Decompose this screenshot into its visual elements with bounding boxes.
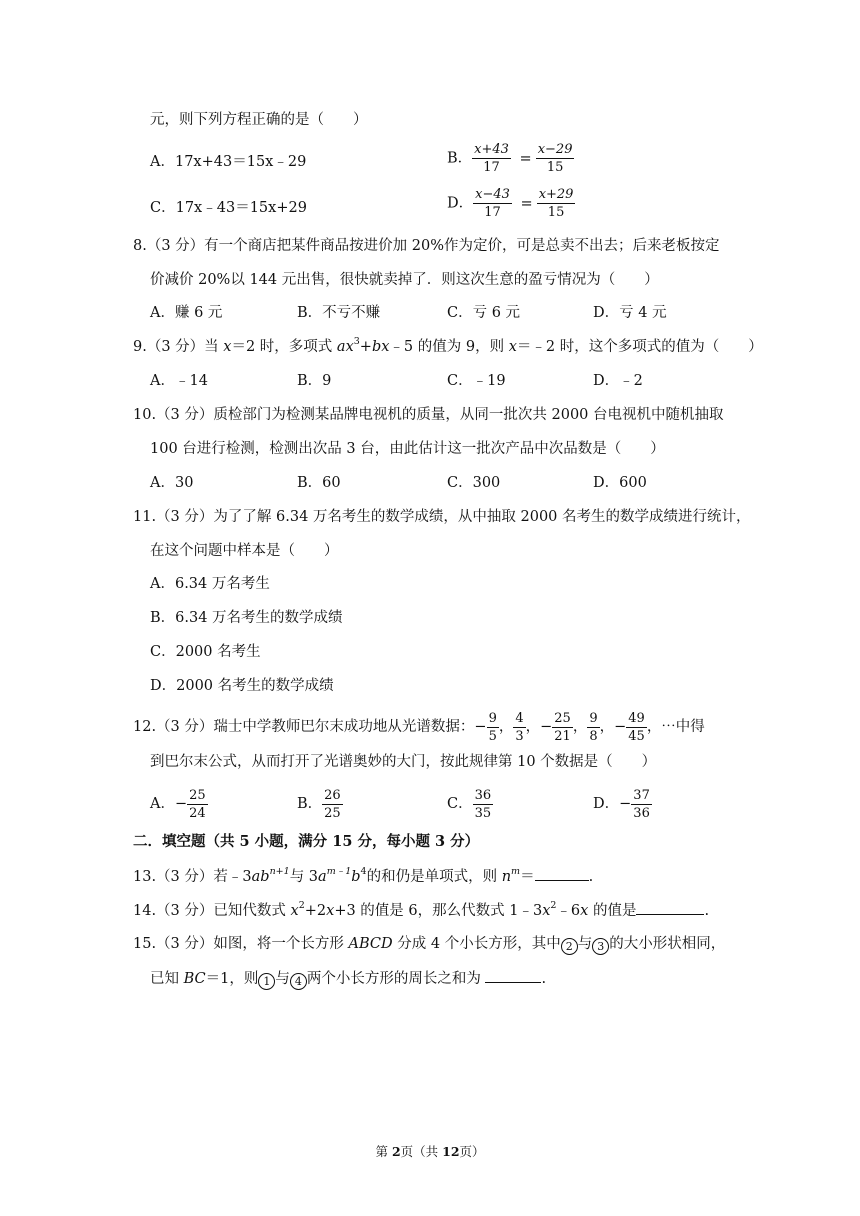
q12-option-a: A．− $\frac{25}{24}$	[150, 787, 206, 821]
q9-option-b: B．9	[297, 373, 332, 389]
answer-blank[interactable]	[485, 968, 541, 983]
q12-option-d: D．− $\frac{37}{36}$	[593, 787, 650, 821]
q10-option-c: C．300	[447, 475, 501, 491]
q8-option-b: B．不亏不赚	[297, 305, 381, 321]
q11-line2: 在这个问题中样本是（ ）	[150, 543, 339, 559]
q12-line1: 12.（3 分）瑞士中学教师巴尔末成功地从光谱数据：− $\frac{9}{5}$ ， $\frac{4}{3}$ ，− $\frac{25}{21}$ ， $\frac{9}{8}$ ，− $\frac{49}{45}$ ，⋯中得	[133, 710, 705, 744]
q12-line2: 到巴尔末公式，从而打开了光谱奥妙的大门，按此规律第 10 个数据是（ ）	[150, 754, 657, 770]
answer-blank[interactable]	[535, 866, 589, 881]
q8-option-c: C．亏 6 元	[447, 305, 521, 321]
circled-number: 2	[561, 938, 578, 955]
q8-line2: 价减价 20%以 144 元出售，很快就卖掉了．则这次生意的盈亏情况为（ ）	[150, 272, 659, 288]
q7-option-c: C．17x﹣43＝15x+29	[150, 200, 307, 216]
q8-option-d: D．亏 4 元	[593, 305, 667, 321]
q11-option-a: A．6.34 万名考生	[150, 576, 270, 592]
q10-option-b: B．60	[297, 475, 341, 491]
section-title: 二．填空题（共 5 小题，满分 15 分，每小题 3 分）	[133, 833, 480, 850]
q8-line1: 8.（3 分）有一个商店把某件商品按进价加 20%作为定价，可是总卖不出去；后来老板按定	[133, 238, 720, 254]
q12-option-b: B． $\frac{26}{25}$	[297, 787, 341, 821]
q10-line2: 100 台进行检测，检测出次品 3 台，由此估计这一批次产品中次品数是（ ）	[150, 441, 665, 457]
circled-number: 3	[592, 938, 609, 955]
q11-option-d: D．2000 名考生的数学成绩	[150, 678, 334, 694]
circled-number: 4	[290, 973, 307, 990]
q14-stem: 14.（3 分）已知代数式 $x^2+2x+3$ 的值是 6，那么代数式 $1﹣3x^2﹣6x$ 的值是 .	[133, 900, 710, 919]
q7-option-d: D． $\frac{x-43}{17}$ = $\frac{x+29}{15}$	[447, 187, 574, 220]
q7-option-a: A．17x+43＝15x﹣29	[150, 154, 307, 170]
answer-blank[interactable]	[636, 900, 704, 915]
q9-stem: 9.（3 分）当 x＝2 时，多项式 $ax^3+bx﹣5$ 的值为 9，则 x＝﹣2 时，这个多项式的值为（ ）	[133, 336, 763, 355]
q10-line1: 10.（3 分）质检部门为检测某品牌电视机的质量，从同一批次共 2000 台电视机中随机抽取	[133, 407, 724, 423]
q9-option-d: D．﹣2	[593, 373, 643, 389]
circled-number: 1	[258, 973, 275, 990]
q8-option-a: A．赚 6 元	[150, 305, 223, 321]
q9-option-a: A．﹣14	[150, 373, 208, 389]
q9-option-c: C．﹣19	[447, 373, 506, 389]
q15-line1: 15.（3 分）如图，将一个长方形 ABCD 分成 4 个小长方形，其中 2 与 3 的大小形状相同，	[133, 936, 726, 953]
q7-stem-tail: 元，则下列方程正确的是（ ）	[150, 112, 368, 128]
q13-stem: 13.（3 分）若$﹣3ab^{n+1}$与 $3a^{m﹣1}b^4$的和仍是单项式，则 $n^m=$ .	[133, 866, 594, 885]
page-footer: 第 2页（共 12页）	[375, 1144, 485, 1159]
q11-line1: 11.（3 分）为了了解 6.34 万名考生的数学成绩，从中抽取 2000 名考生的数学成绩进行统计，	[133, 509, 751, 525]
q11-option-c: C．2000 名考生	[150, 644, 261, 660]
q12-option-c: C． $\frac{36}{35}$	[447, 787, 492, 821]
q10-option-a: A．30	[150, 475, 194, 491]
q15-line2: 已知 BC＝1，则 1 与 4 两个小长方形的周长之和为 .	[150, 968, 546, 990]
q7-option-b: B． $\frac{x+43}{17}$ = $\frac{x-29}{15}$	[447, 142, 573, 175]
q11-option-b: B．6.34 万名考生的数学成绩	[150, 610, 343, 626]
q10-option-d: D．600	[593, 475, 647, 491]
